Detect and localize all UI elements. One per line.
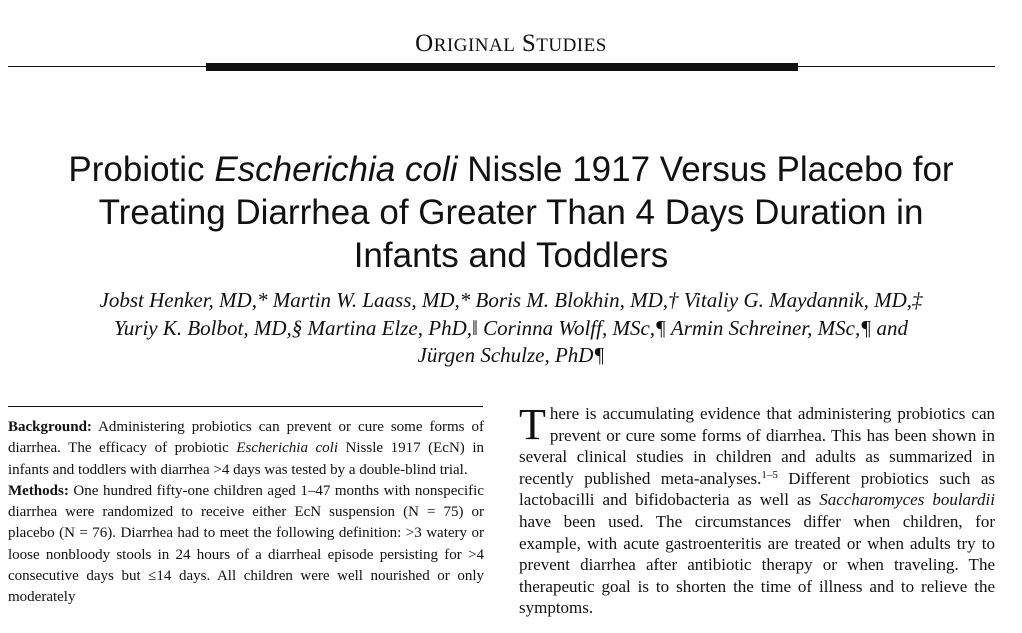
background-italic: Escherichia coli <box>236 440 339 457</box>
methods-label: Methods: <box>8 482 69 499</box>
title-text: Probiotic <box>68 150 215 189</box>
author-line-1: Jobst Henker, MD,* Martin W. Laass, MD,* Boris M. Blokhin, MD,† Vitaliy G. Maydannik, MD,‡ <box>99 288 923 312</box>
background-text: Nissle 1917 (EcN) in infants and toddlers with diarrhea >4 days was tested by a double-blind trial. <box>8 440 485 478</box>
section-header-rest: TUDIES <box>536 35 607 56</box>
title-line-2: Treating Diarrhea of Greater Than 4 Days Duration in <box>98 193 924 232</box>
section-header-initial: S <box>521 30 537 57</box>
title-line-3: Infants and Toddlers <box>353 236 669 275</box>
background-text: Administering probiotics can prevent or cure some forms of diarrhea. The efficacy of probiotic <box>8 419 484 457</box>
methods-text: One hundred fifty-one children aged 1–47 months with nonspecific diarrhea were randomized to receive either EcN suspension (N = 75) or placebo (N = 76). Diarrhea had to meet the following definition: >3 watery or loose nonbloody stools in 24 hours of a diarrheal episode persisting for >4 consecutive days but ≤14 days. All children were well nourished or only moderately <box>8 482 484 606</box>
title-text: Nissle 1917 Versus Placebo for <box>457 150 954 189</box>
section-header <box>0 30 1022 58</box>
author-list <box>0 287 1022 370</box>
section-header-rest: RIGINAL <box>433 35 516 56</box>
author-line-2: Yuriy K. Bolbot, MD,§ Martina Elze, PhD,‖ Corinna Wolff, MSc,¶ Armin Schreiner, MSc,¶ and <box>114 315 908 340</box>
body-italic-species: Saccharomyces boulardii <box>819 490 995 510</box>
citation-superscript[interactable]: 1–5 <box>761 468 778 481</box>
body-text: Different probiotics such as lactobacilli and bifidobacteria as well as <box>519 468 995 510</box>
title-line-1 <box>0 148 1022 191</box>
body-text: here is accumulating evidence that administering probiotics can prevent or cure some forms of diarrhea. This has been shown in several clinical studies in children and adults as summarized in recently published meta-analyses. <box>519 404 995 488</box>
abstract-rule <box>8 406 483 407</box>
header-rule-thick <box>206 63 798 71</box>
title-italic-species: Escherichia coli <box>214 150 458 189</box>
abstract-methods <box>8 481 484 609</box>
article-title <box>0 148 1022 277</box>
background-label: Background: <box>8 419 92 435</box>
author-line-3: Jürgen Schulze, PhD¶ <box>417 343 605 367</box>
section-header-initial: O <box>415 30 434 57</box>
body-text: have been used. The circumstances differ when children, for example, with acute gastroenteritis are treated or when adults try to prevent diarrhea after antibiotic therapy or when traveling. The therapeutic goal is to shorten the time of illness and to relieve the symptoms. <box>519 511 995 618</box>
abstract-background <box>8 417 484 481</box>
body-paragraph <box>519 400 995 619</box>
abstract <box>8 417 484 609</box>
drop-cap: T <box>519 400 546 449</box>
body-column <box>519 400 995 619</box>
